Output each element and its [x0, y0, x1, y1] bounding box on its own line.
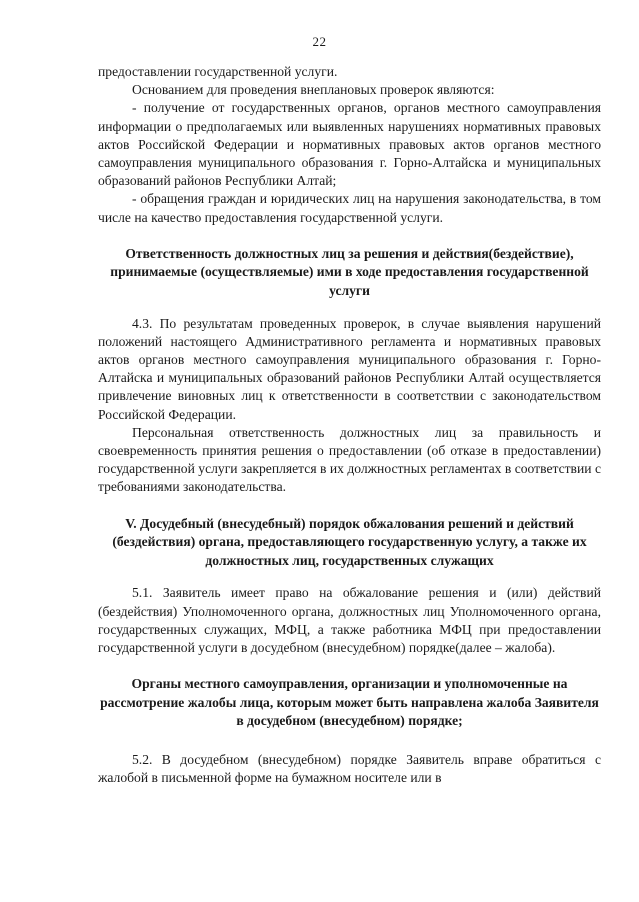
spacer — [98, 227, 601, 245]
list-item-information-received: - получение от государственных органов, органов местного самоуправления информации о предполагаемых или выявленных нарушениях нормативных правовых актов Российской Федерации и нормативных правовых актов органов местного самоуправления муниципального образования г. Горно-Алтайска и муниципальных образований районов Республики Алтай; — [98, 100, 601, 189]
list-item-citizen-appeals: - обращения граждан и юридических лиц на нарушения законодательства, в том числе на качество предоставления государственной услуги. — [98, 191, 601, 225]
spacer — [98, 570, 601, 584]
paragraph-5-2: 5.2. В досудебном (внесудебном) порядке Заявитель вправе обратиться с жалобой в письменной форме на бумажном носителе или в — [98, 752, 601, 786]
paragraph-continuation: предоставлении государственной услуги. — [98, 64, 338, 79]
section-heading-pretrial-appeal: V. Досудебный (внесудебный) порядок обжалования решений и действий (бездействия) органа, предоставляющего государственную услугу, а также их должностных лиц, государственных служащих — [112, 515, 587, 568]
paragraph-personal-responsibility: Персональная ответственность должностных лиц за правильность и своевременность принятия решения о предоставлении (об отказе в предоставлении) государственной услуги закрепляется в их должностных регламентах в соответствии с требованиями законодательства. — [98, 424, 601, 495]
paragraph-5-1: 5.1. Заявитель имеет право на обжалование решения и (или) действий (бездействия) Уполномоченного органа, должностных лиц Уполномоченного органа, государственных служащих, МФЦ, а также работника МФЦ при предоставлении государственной услуги в досудебном (внесудебном) порядке(далее – жалоба). — [98, 585, 601, 656]
spacer — [98, 657, 601, 675]
document-body — [98, 63, 601, 787]
paragraph-4-3: 4.3. По результатам проведенных проверок, в случае выявления нарушений положений настоящего Административного регламента и нормативных правовых актов органов местного самоуправления муниципального образования г. Горно-Алтайска и муниципальных образований районов Республики Алтай осуществляется привлечение виновных лиц к ответственности в соответствии с законодательством Российской Федерации. — [98, 315, 601, 422]
section-heading-official-responsibility: Ответственность должностных лиц за решения и действия(бездействие), принимаемые (осуществляемые) ими в ходе предоставления государственной услуги — [110, 245, 589, 299]
page-number: 22 — [312, 34, 327, 49]
section-heading-complaint-bodies: Органы местного самоуправления, организации и уполномоченные на рассмотрение жалобы лица, которым может быть направлена жалоба Заявителя в досудебном (внесудебном) порядке; — [100, 676, 599, 729]
spacer — [98, 497, 601, 515]
paragraph-unscheduled-inspections-grounds: Основанием для проведения внеплановых проверок являются: — [132, 82, 495, 98]
spacer — [98, 301, 601, 315]
spacer — [98, 731, 601, 751]
